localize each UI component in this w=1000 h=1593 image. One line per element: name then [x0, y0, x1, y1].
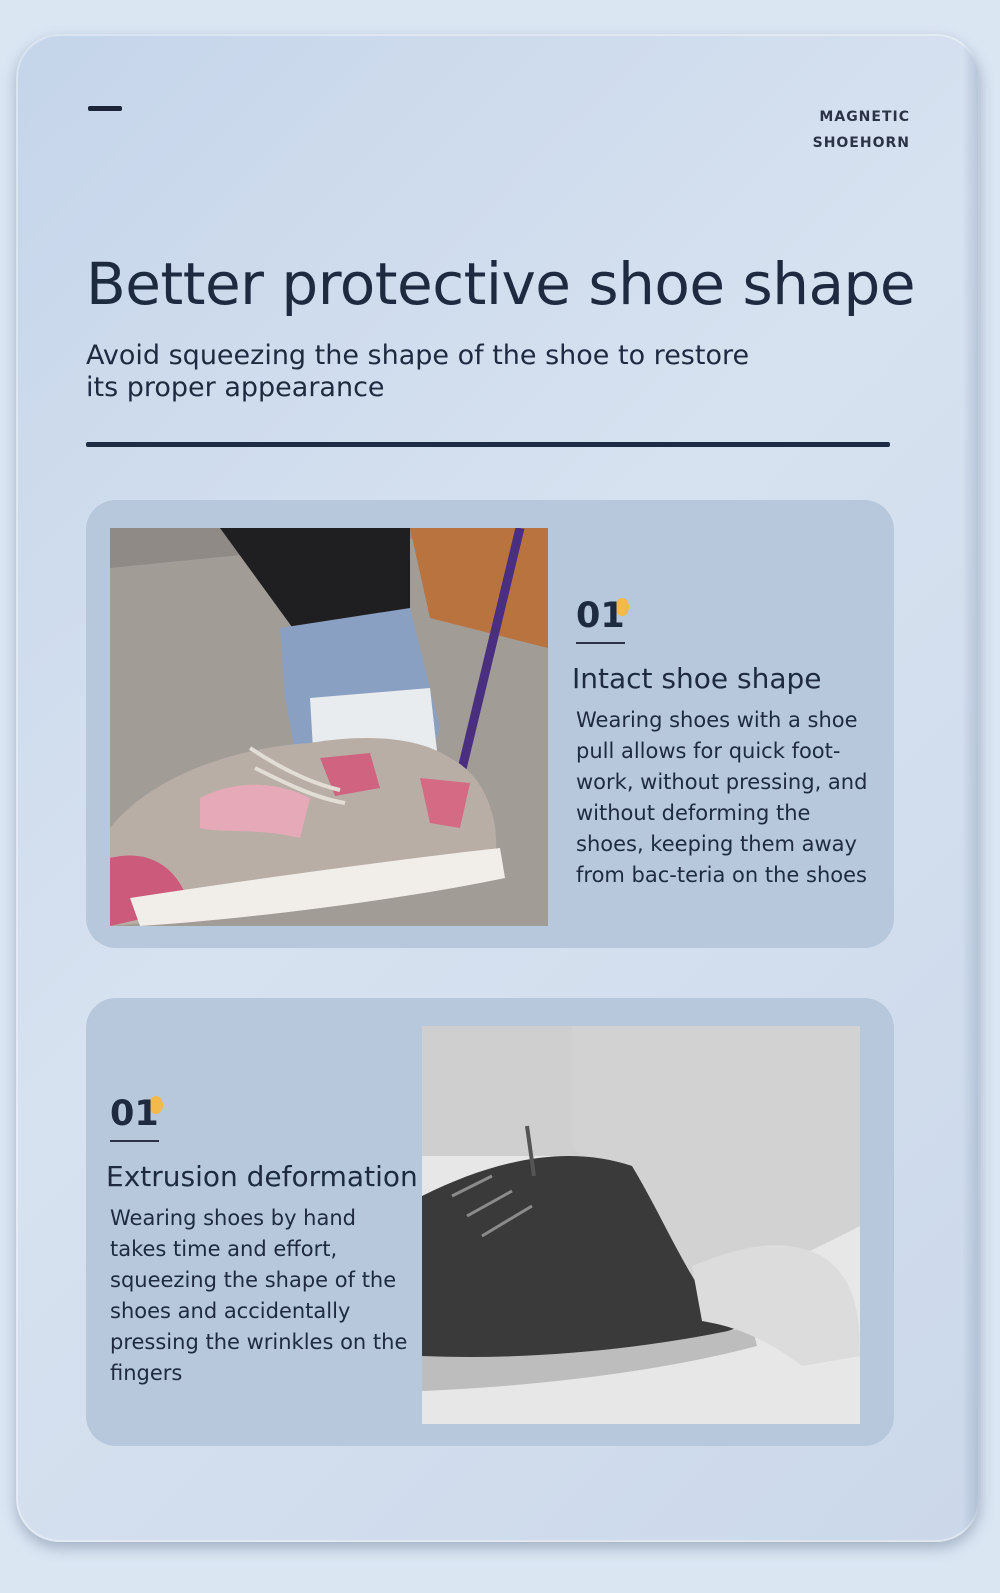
feature-number-value: 01: [110, 1094, 159, 1134]
feature-number: [110, 1094, 159, 1142]
feature-panel-hand: [86, 998, 894, 1446]
feature-number-value: 01: [576, 596, 625, 636]
feature-text-2: [106, 1094, 416, 1389]
divider-line: [86, 442, 890, 447]
content-card: [16, 34, 980, 1542]
shoehorn-photo: [110, 528, 548, 926]
feature-description: Wearing shoes by hand takes time and effort, squeezing the shape of the shoes and accidentally pressing the wrinkles on the fingers: [110, 1206, 408, 1385]
feature-heading: Intact shoe shape: [572, 662, 822, 695]
sneaker-with-shoehorn-illustration: [110, 528, 548, 926]
page-title: Better protective shoe shape: [86, 250, 916, 318]
brand-line-1: MAGNETIC: [819, 109, 910, 125]
dash-decoration: [88, 106, 122, 111]
feature-text-1: [572, 596, 882, 891]
feature-heading: Extrusion deformation: [106, 1160, 418, 1193]
page-subtitle: Avoid squeezing the shape of the shoe to restore its proper appearance: [86, 340, 750, 403]
brand-line-2: SHOEHORN: [812, 135, 910, 151]
brand-label: [710, 104, 910, 156]
hand-photo: [422, 1026, 860, 1424]
feature-panel-shoehorn: [86, 500, 894, 948]
feature-number: [576, 596, 625, 644]
hand-pressing-shoe-illustration: [422, 1026, 860, 1424]
feature-description: Wearing shoes with a shoe pull allows for quick foot-work, without pressing, and without deforming the shoes, keeping them away from bac-teria on the shoes: [576, 708, 868, 887]
